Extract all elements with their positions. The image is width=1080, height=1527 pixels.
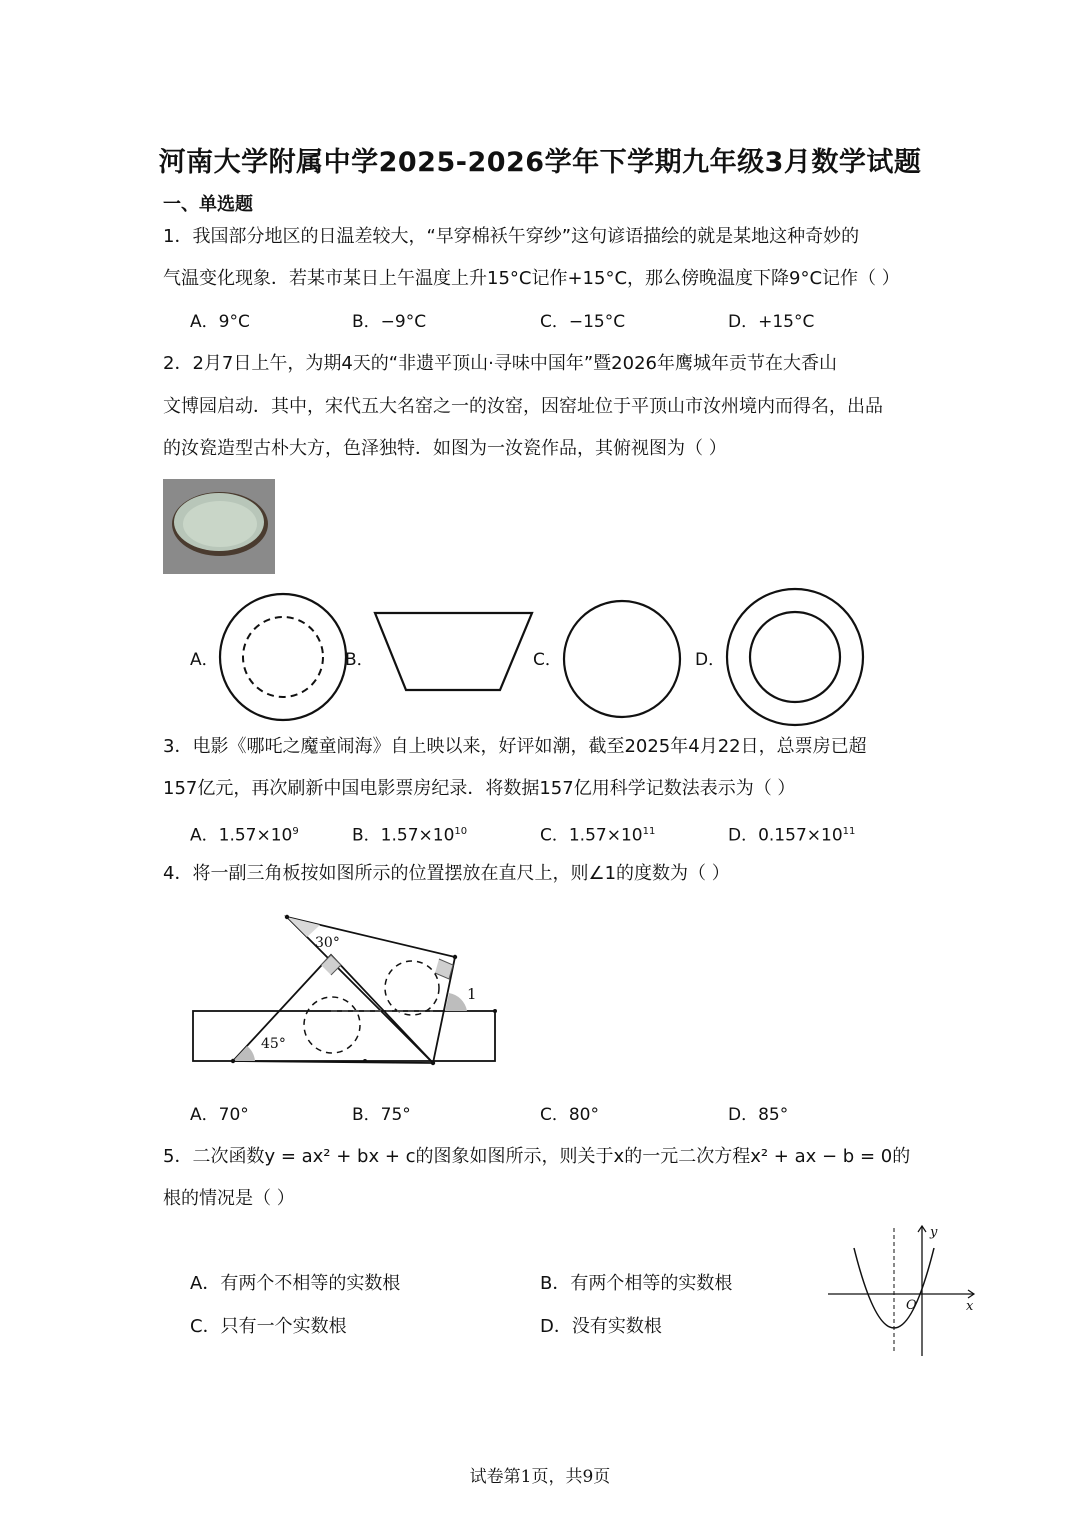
q5-option-a[interactable]: A．有两个不相等的实数根 — [190, 1273, 401, 1294]
q4-line1: 4．将一副三角板按如图所示的位置摆放在直尺上，则∠1的度数为（ ） — [163, 863, 730, 884]
ruler-rect — [193, 1011, 495, 1061]
q4-option-b[interactable]: B．75° — [352, 1105, 411, 1125]
q3-option-b-text: B．1.57×10 — [352, 825, 455, 846]
angle-45-label: 45° — [261, 1036, 286, 1052]
q2-option-a-figure[interactable] — [216, 590, 350, 724]
q3-option-d-text: D．0.157×10 — [728, 825, 843, 846]
ru-porcelain-photo — [163, 479, 275, 574]
q2-option-d-label[interactable]: D． — [695, 650, 726, 670]
origin-label: O — [906, 1298, 917, 1313]
q3-option-c-exponent: 11 — [642, 826, 656, 837]
q3-option-a-exponent: 9 — [292, 826, 299, 837]
q2-option-c-figure[interactable] — [560, 597, 684, 721]
q3-option-c-text: C．1.57×10 — [540, 825, 643, 846]
q3-option-d-exponent: 11 — [842, 826, 856, 837]
y-axis-label: y — [930, 1225, 938, 1240]
q2-option-c-label[interactable]: C． — [533, 650, 562, 670]
q5-option-d[interactable]: D．没有实数根 — [540, 1316, 662, 1337]
q1-option-b[interactable]: B．−9°C — [352, 312, 427, 332]
q4-triangle-ruler-figure — [185, 905, 505, 1070]
q2-line3: 的汝瓷造型古朴大方，色泽独特．如图为一汝瓷作品，其俯视图为（ ） — [163, 438, 727, 459]
q3-option-a-text: A．1.57×10 — [190, 825, 293, 846]
q2-option-a-label[interactable]: A． — [190, 650, 219, 670]
page-footer: 试卷第1页，共9页 — [469, 1467, 611, 1487]
q1-option-a[interactable]: A．9°C — [190, 312, 250, 332]
q2-line1: 2．2月7日上午，为期4天的“非遗平顶山·寻味中国年”暨2026年鹰城年贡节在大香山 — [163, 353, 837, 374]
q5-parabola-figure — [822, 1218, 982, 1360]
q2-line2: 文博园启动．其中，宋代五大名窑之一的汝窑，因窑址位于平顶山市汝州境内而得名，出品 — [163, 396, 883, 417]
q2-option-b-figure[interactable] — [372, 610, 536, 694]
angle-1-label: 1 — [467, 985, 477, 1003]
q1-option-d[interactable]: D．+15°C — [728, 312, 815, 332]
q3-option-b-exponent: 10 — [454, 826, 468, 837]
q5-option-b[interactable]: B．有两个相等的实数根 — [540, 1273, 733, 1294]
q1-option-c[interactable]: C．−15°C — [540, 312, 626, 332]
q3-option-b[interactable] — [352, 820, 467, 848]
q3-option-c[interactable] — [540, 820, 655, 848]
q2-option-b-label[interactable]: B． — [345, 650, 374, 670]
q4-option-c[interactable]: C．80° — [540, 1105, 600, 1125]
q5-line1: 5．二次函数y = ax² + bx + c的图象如图所示，则关于x的一元二次方程x² + ax − b = 0的 — [163, 1146, 911, 1167]
exam-title: 河南大学附属中学2025-2026学年下学期九年级3月数学试题 — [158, 147, 922, 178]
angle-30-label: 30° — [315, 935, 340, 951]
q1-line1: 1．我国部分地区的日温差较大，“早穿棉袄午穿纱”这句谚语描绘的就是某地这种奇妙的 — [163, 226, 860, 247]
q3-line1: 3．电影《哪吒之魔童闹海》自上映以来，好评如潮，截至2025年4月22日，总票房已超 — [163, 736, 867, 757]
triangle-30-60 — [287, 917, 455, 1063]
section-heading: 一、单选题 — [163, 194, 253, 215]
q4-option-d[interactable]: D．85° — [728, 1105, 789, 1125]
q1-line2: 气温变化现象．若某市某日上午温度上升15°C记作+15°C，那么傍晚温度下降9°C记作（ ） — [163, 268, 900, 289]
q3-option-d[interactable] — [728, 820, 855, 848]
q3-option-a[interactable] — [190, 820, 299, 848]
q5-line2: 根的情况是（ ） — [163, 1188, 295, 1209]
q4-option-a[interactable]: A．70° — [190, 1105, 249, 1125]
q2-option-d-figure[interactable] — [723, 585, 867, 729]
q3-line2: 157亿元，再次刷新中国电影票房纪录．将数据157亿用科学记数法表示为（ ） — [163, 778, 796, 799]
x-axis-label: x — [966, 1299, 974, 1314]
q5-option-c[interactable]: C．只有一个实数根 — [190, 1316, 347, 1337]
